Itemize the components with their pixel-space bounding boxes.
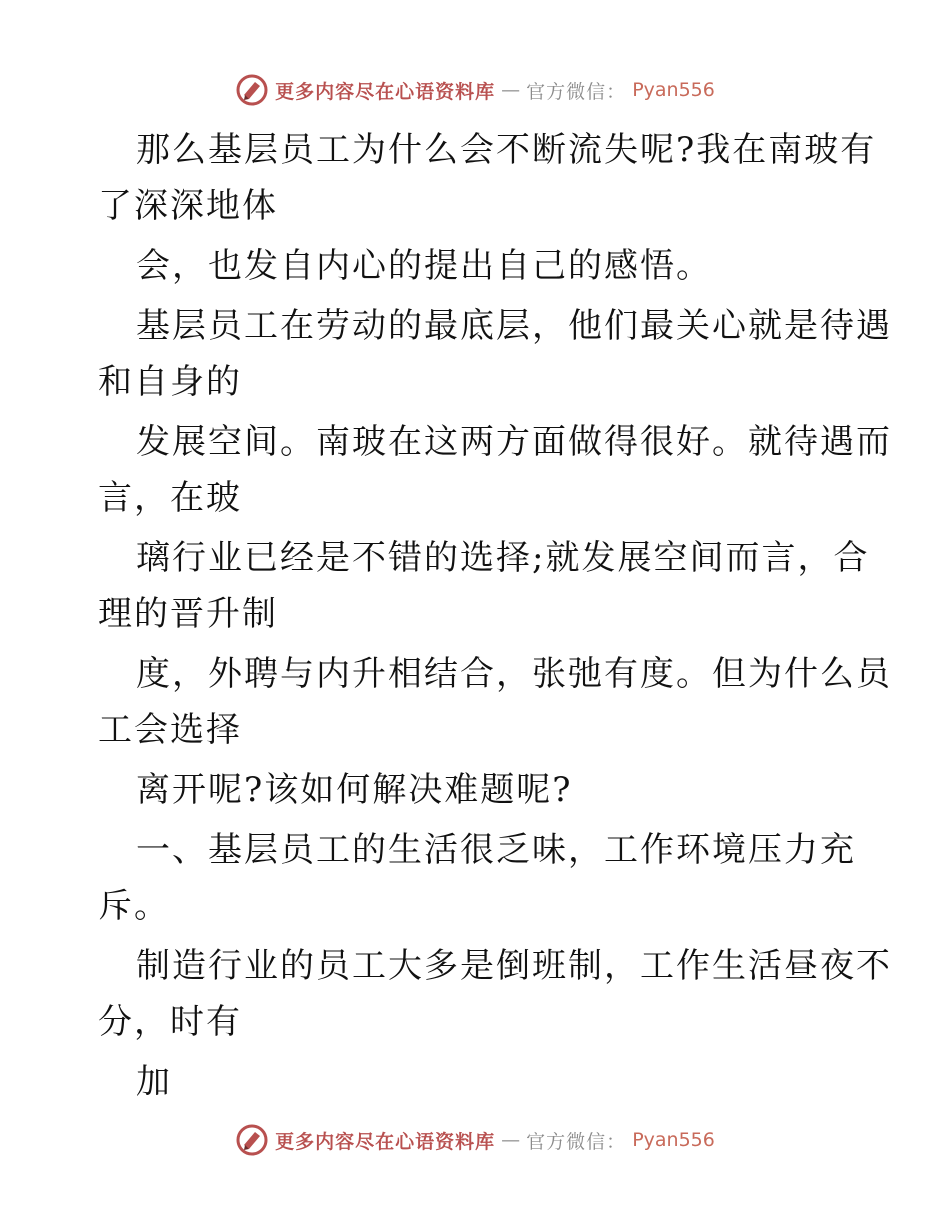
logo-icon <box>235 73 269 107</box>
text-line: 一、基层员工的生活很乏味，工作环境压力充 <box>136 830 856 870</box>
banner-title: 更多内容尽在心语资料库 <box>275 80 496 103</box>
text-line: 言，在玻 <box>98 478 242 518</box>
text-line: 那么基层员工为什么会不断流失呢?我在南玻有 <box>136 130 877 170</box>
banner-wechat-id: Pyan556 <box>632 1129 715 1151</box>
text-line: 了深深地体 <box>98 186 278 226</box>
text-line: 斥。 <box>98 886 170 926</box>
text-line: 加 <box>136 1062 172 1102</box>
header-banner <box>0 70 950 110</box>
banner-dash: — <box>501 1129 521 1151</box>
text-line: 制造行业的员工大多是倒班制，工作生活昼夜不 <box>136 946 892 986</box>
document-body <box>98 122 892 1110</box>
text-line: 发展空间。南玻在这两方面做得很好。就待遇而 <box>136 422 892 462</box>
text-line: 会，也发自内心的提出自己的感悟。 <box>136 246 712 286</box>
text-line: 和自身的 <box>98 362 242 402</box>
banner-title: 更多内容尽在心语资料库 <box>275 1130 496 1153</box>
banner-wechat-label: 官方微信： <box>526 1130 627 1153</box>
banner-wechat-id: Pyan556 <box>632 79 715 101</box>
footer-banner <box>0 1120 950 1160</box>
text-line: 理的晋升制 <box>98 594 278 634</box>
text-line: 度，外聘与内升相结合，张弛有度。但为什么员 <box>136 654 892 694</box>
text-line: 分，时有 <box>98 1002 242 1042</box>
logo-icon <box>235 1123 269 1157</box>
banner-wechat-label: 官方微信： <box>526 80 627 103</box>
banner-dash: — <box>501 79 521 101</box>
text-line: 璃行业已经是不错的选择;就发展空间而言，合 <box>136 538 870 578</box>
text-line: 基层员工在劳动的最底层，他们最关心就是待遇 <box>136 306 892 346</box>
text-line: 离开呢?该如何解决难题呢? <box>136 770 573 810</box>
text-line: 工会选择 <box>98 710 242 750</box>
